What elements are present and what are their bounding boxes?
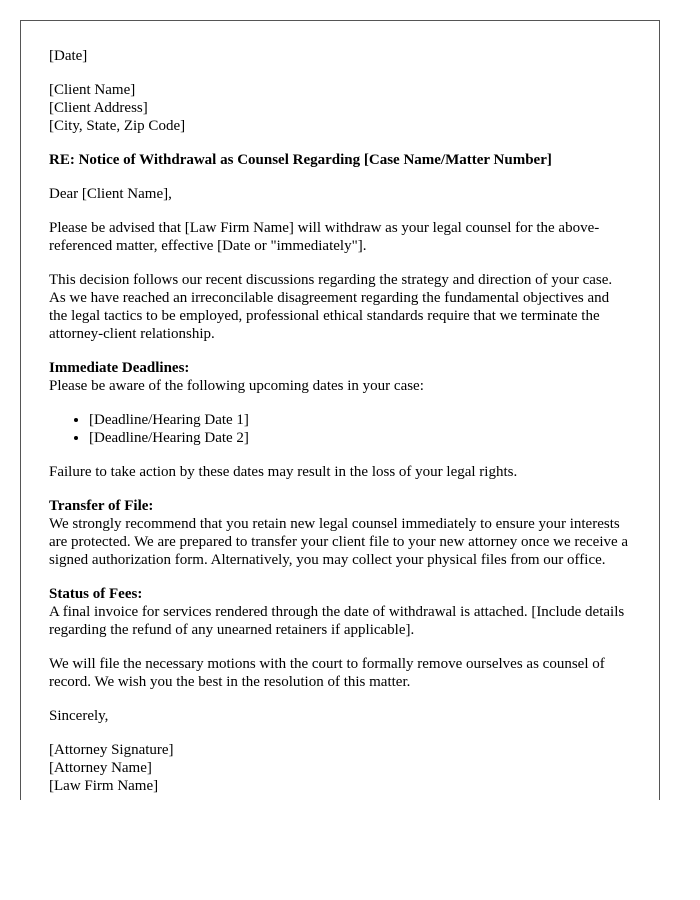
paragraph-motions: We will file the necessary motions with the court to formally remove ourselves as counsel of record. We wish you the best in the resolution of this matter. [49,656,605,690]
deadlines-section [49,359,631,395]
paragraph-withdrawal-notice: Please be advised that [Law Firm Name] will withdraw as your legal counsel for the above-referenced matter, effective [Date or "immediately"]. [49,220,600,254]
fees-section [49,585,631,639]
deadline-item: • [Deadline/Hearing Date 2] [89,429,631,447]
salutation: Dear [Client Name], [49,186,172,202]
law-firm-name: [Law Firm Name] [49,778,159,794]
client-name: [Client Name] [49,82,136,98]
date-line [49,47,631,65]
subject-line: RE: Notice of Withdrawal as Counsel Regarding [Case Name/Matter Number] [49,152,552,168]
signature-block [49,741,631,795]
client-city-state-zip: [City, State, Zip Code] [49,118,186,134]
client-address: [Client Address] [49,100,148,116]
deadlines-heading: Immediate Deadlines: [49,360,190,376]
transfer-heading: Transfer of File: [49,498,154,514]
paragraph-decision: This decision follows our recent discussions regarding the strategy and direction of your case. As we have reached an irreconcilable disagreement regarding the fundamental objectives and the legal tactics to be employed, professional ethical standards require that we terminate the attorney-client relationship. [49,272,613,342]
closing: Sincerely, [49,708,109,724]
fees-text: A final invoice for services rendered through the date of withdrawal is attached. [Include details regarding the refund of any unearned retainers if applicable]. [49,604,625,638]
fees-heading: Status of Fees: [49,586,143,602]
deadlines-list [49,411,631,447]
client-address-block [49,81,631,135]
letter-page [20,20,660,800]
transfer-section [49,497,631,569]
deadlines-intro: Please be aware of the following upcoming dates in your case: [49,378,424,394]
attorney-signature: [Attorney Signature] [49,742,174,758]
deadline-item: • [Deadline/Hearing Date 1] [89,411,631,429]
letter-date: [Date] [49,48,88,64]
transfer-text: We strongly recommend that you retain new legal counsel immediately to ensure your interests are protected. We are prepared to transfer your client file to your new attorney once we receive a signed authorization form. Alternatively, you may collect your physical files from our office. [49,516,629,568]
deadlines-warning: Failure to take action by these dates may result in the loss of your legal rights. [49,464,518,480]
attorney-name: [Attorney Name] [49,760,152,776]
